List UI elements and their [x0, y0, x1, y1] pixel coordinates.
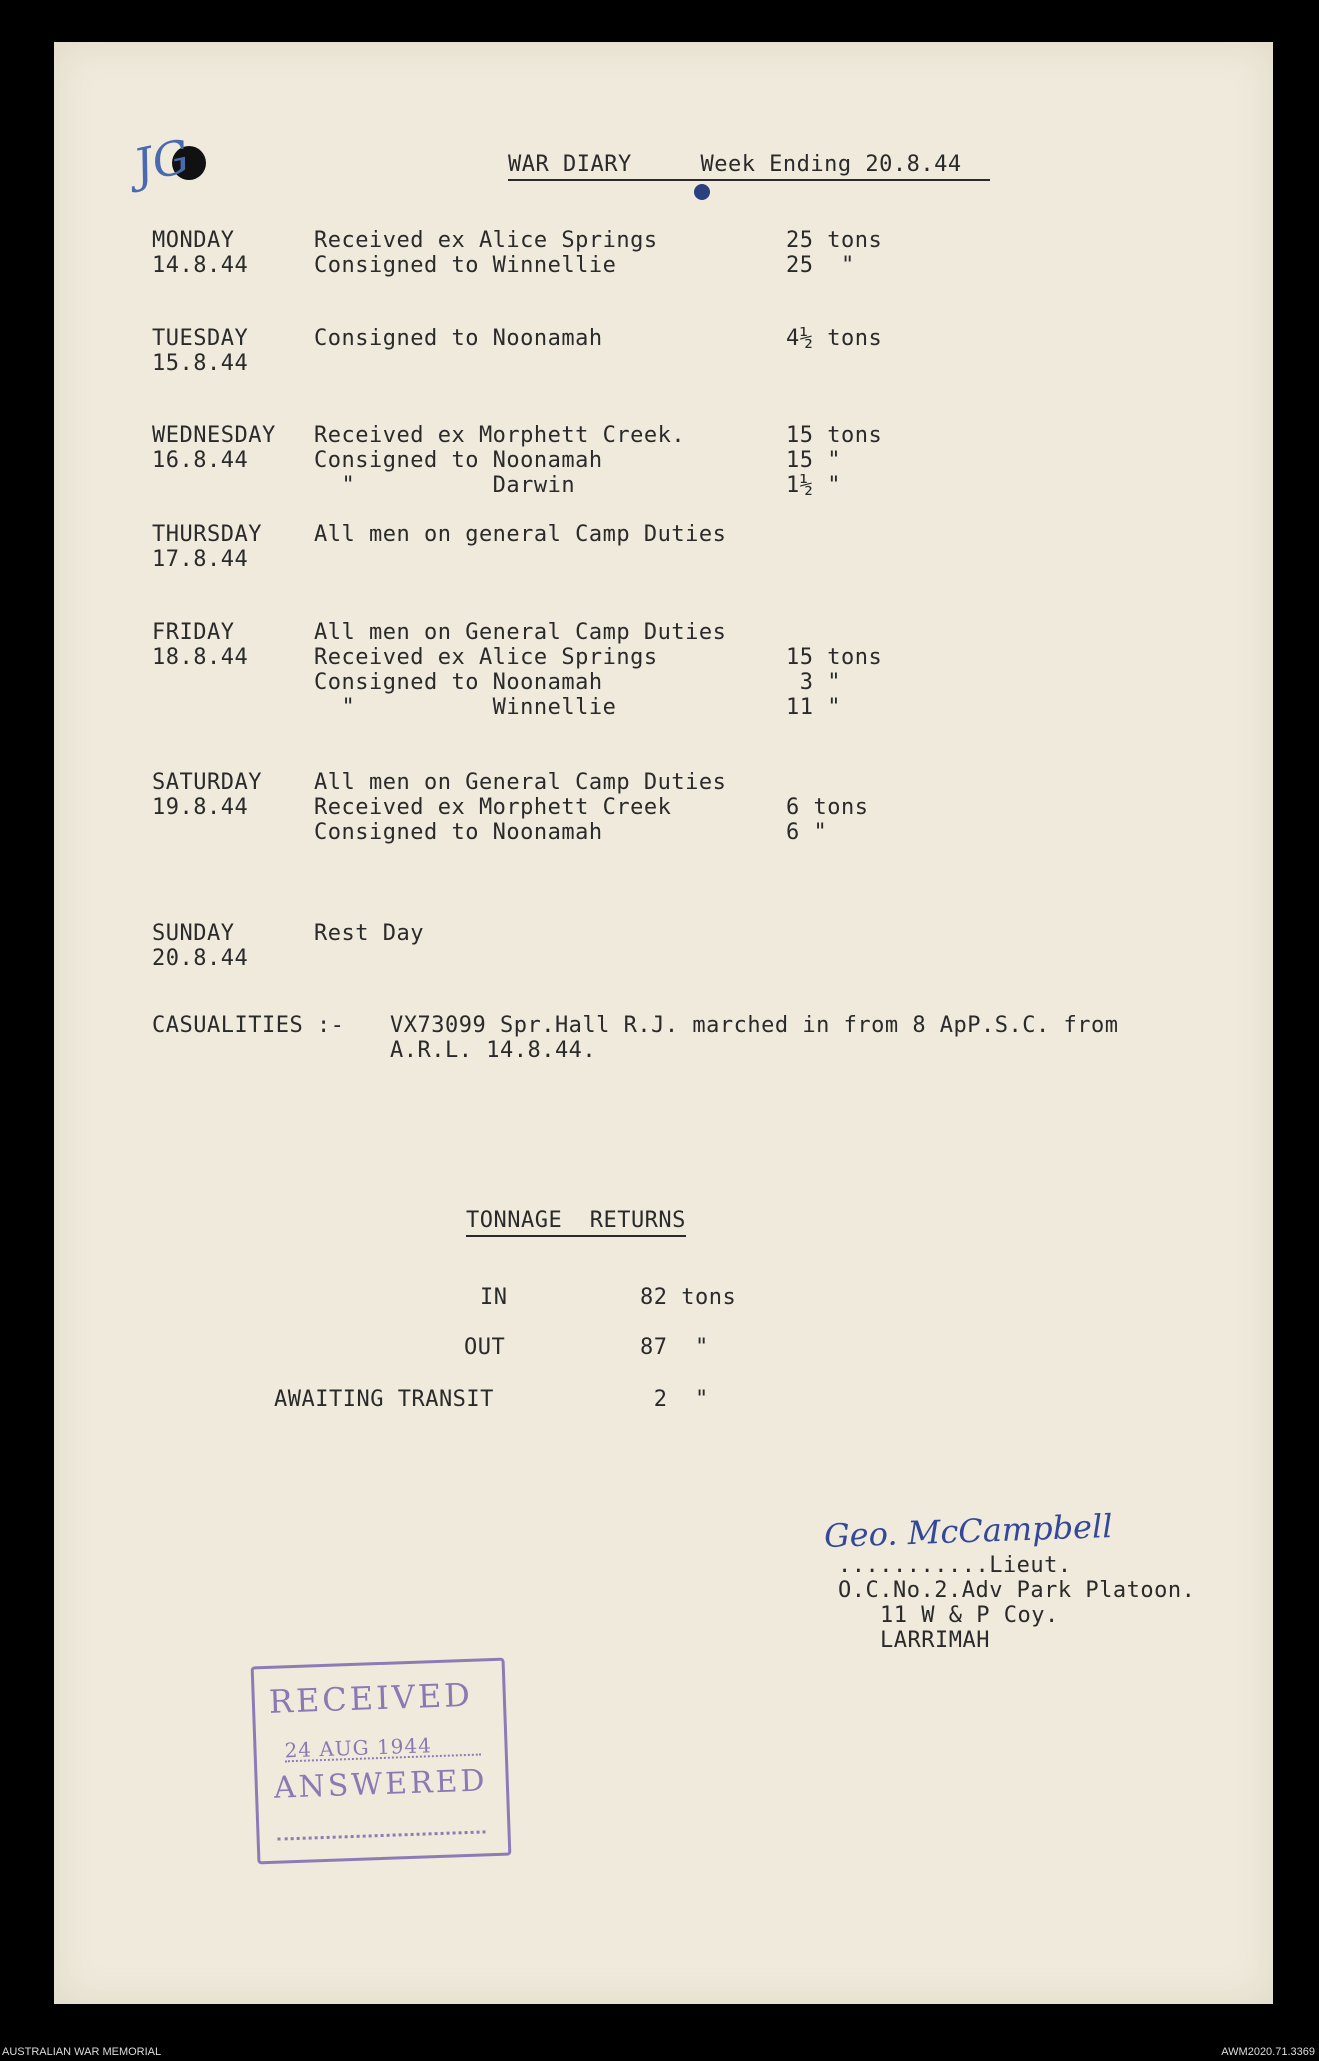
week-ending: Week Ending 20.8.44 — [700, 152, 962, 177]
pin-mark — [694, 184, 710, 200]
day-date: 20.8.44 — [152, 946, 249, 971]
tonnage-label: IN — [480, 1285, 508, 1310]
day-date: 15.8.44 — [152, 351, 249, 376]
casualties-line-1: VX73099 Spr.Hall R.J. marched in from 8 ApP.S.C. from — [390, 1013, 1119, 1038]
signature-rank: ...........Lieut. — [838, 1553, 1072, 1578]
entry-text: " Winnellie — [314, 695, 617, 720]
day-name: WEDNESDAY — [152, 423, 276, 448]
entry-text: Consigned to Noonamah — [314, 448, 603, 473]
entry-text: Received ex Morphett Creek. — [314, 423, 686, 448]
day-name: FRIDAY — [152, 620, 235, 645]
signature-unit: O.C.No.2.Adv Park Platoon. — [838, 1578, 1196, 1603]
entry-quantity: 1½ " — [786, 473, 841, 498]
tonnage-quantity: 87 " — [640, 1335, 709, 1360]
signature-location: LARRIMAH — [880, 1628, 990, 1653]
entry-quantity: 3 " — [786, 670, 841, 695]
received-stamp — [251, 1658, 512, 1865]
tonnage-quantity: 2 " — [640, 1387, 709, 1412]
handwritten-initials: JG — [128, 128, 195, 194]
day-name: THURSDAY — [152, 522, 262, 547]
entry-quantity: 25 " — [786, 253, 855, 278]
entry-text: " Darwin — [314, 473, 576, 498]
entry-text: Rest Day — [314, 921, 424, 946]
day-name: SUNDAY — [152, 921, 235, 946]
tonnage-label: AWAITING TRANSIT — [274, 1387, 494, 1412]
entry-text: Received ex Alice Springs — [314, 645, 658, 670]
day-name: SATURDAY — [152, 770, 262, 795]
tonnage-label: OUT — [464, 1335, 506, 1360]
casualties-line-2: A.R.L. 14.8.44. — [390, 1038, 597, 1063]
entry-quantity: 25 tons — [786, 228, 883, 253]
entry-text: Consigned to Winnellie — [314, 253, 617, 278]
diary-title: WAR DIARY — [508, 152, 632, 177]
entry-text: All men on general Camp Duties — [314, 522, 727, 547]
entry-quantity: 6 tons — [786, 795, 869, 820]
entry-text: All men on General Camp Duties — [314, 770, 727, 795]
casualties-label: CASUALITIES :- — [152, 1013, 345, 1038]
stamp-date: 24 AUG 1944 — [284, 1733, 433, 1763]
day-date: 14.8.44 — [152, 253, 249, 278]
tonnage-quantity: 82 tons — [640, 1285, 737, 1310]
stamp-answered: ANSWERED — [273, 1763, 489, 1806]
day-name: TUESDAY — [152, 326, 249, 351]
stamp-dotted-line — [278, 1830, 486, 1840]
entry-text: Consigned to Noonamah — [314, 326, 603, 351]
entry-quantity: 6 " — [786, 820, 828, 845]
diary-header — [508, 152, 990, 181]
entry-quantity: 4½ tons — [786, 326, 883, 351]
footer-right: AWM2020.71.3369 — [1221, 2046, 1315, 2058]
entry-quantity: 15 tons — [786, 423, 883, 448]
footer-left: AUSTRALIAN WAR MEMORIAL — [2, 2046, 162, 2058]
tonnage-title: TONNAGE RETURNS — [466, 1208, 686, 1237]
entry-text: Consigned to Noonamah — [314, 670, 603, 695]
day-date: 19.8.44 — [152, 795, 249, 820]
day-name: MONDAY — [152, 228, 235, 253]
entry-quantity: 15 " — [786, 448, 841, 473]
day-date: 17.8.44 — [152, 547, 249, 572]
entry-text: All men on General Camp Duties — [314, 620, 727, 645]
signature-company: 11 W & P Coy. — [880, 1603, 1059, 1628]
handwritten-signature: Geo. McCampbell — [823, 1506, 1114, 1556]
day-date: 16.8.44 — [152, 448, 249, 473]
entry-text: Consigned to Noonamah — [314, 820, 603, 845]
entry-quantity: 15 tons — [786, 645, 883, 670]
stamp-received: RECEIVED — [268, 1675, 474, 1721]
day-date: 18.8.44 — [152, 645, 249, 670]
entry-text: Received ex Alice Springs — [314, 228, 658, 253]
entry-text: Received ex Morphett Creek — [314, 795, 672, 820]
entry-quantity: 11 " — [786, 695, 841, 720]
